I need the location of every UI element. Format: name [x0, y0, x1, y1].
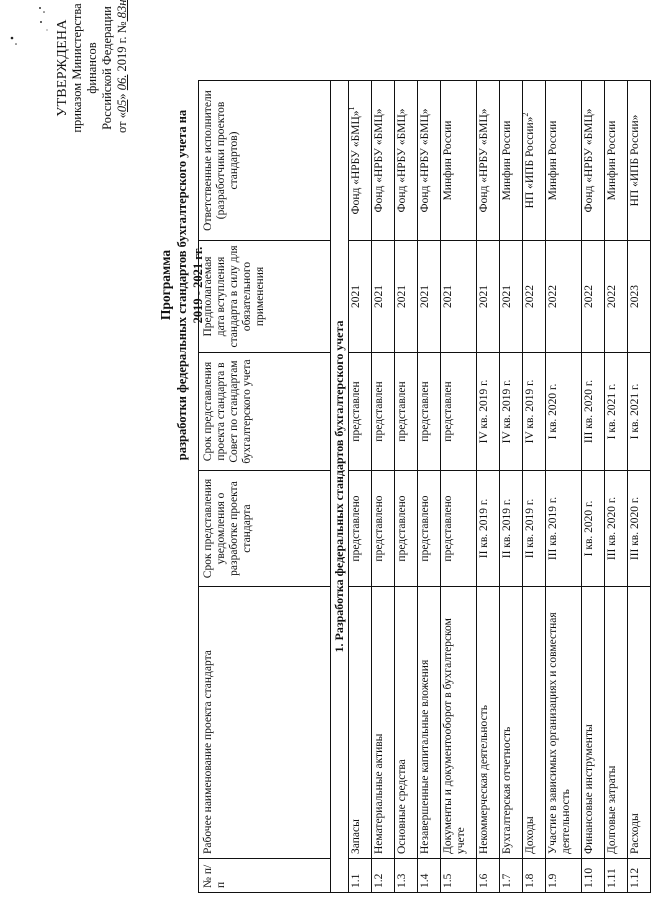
row-notice-deadline — [349, 471, 372, 587]
row-effective-date — [500, 241, 523, 353]
row-effective-date — [372, 241, 395, 353]
row-number-text: 1.5 — [442, 873, 454, 888]
row-draft-deadline — [582, 353, 605, 471]
table-row — [418, 81, 441, 893]
row-number — [523, 859, 546, 893]
row-effective-date — [523, 241, 546, 353]
row-number-text: 1.3 — [396, 873, 408, 888]
row-notice-deadline-text: II кв. 2019 г. — [501, 498, 513, 559]
row-responsible — [349, 81, 372, 241]
row-notice-deadline — [605, 471, 628, 587]
row-responsible-text: Фонд «НРБУ «БМЦ» — [373, 108, 385, 213]
row-standard-name — [582, 587, 605, 859]
col-header-effective: Предполагаемая дата вступления стандарта в силу для обязательного применения — [199, 241, 331, 353]
row-draft-deadline — [372, 353, 395, 471]
row-number — [395, 859, 418, 893]
row-draft-deadline — [418, 353, 441, 471]
table-row — [582, 81, 605, 893]
row-notice-deadline-text: III кв. 2020 г. — [606, 496, 618, 561]
row-standard-name-text: Основные средства — [396, 759, 408, 854]
row-draft-deadline-text: IV кв. 2019 г. — [524, 379, 536, 444]
row-draft-deadline-text: представлен — [373, 381, 385, 442]
row-responsible — [628, 81, 651, 241]
col-header-draft: Срок представления проекта стандарта в Совет по стандартам бухгалтерского учета — [199, 353, 331, 471]
row-responsible-text: Минфин России — [501, 120, 513, 201]
row-notice-deadline — [395, 471, 418, 587]
date-year: 2019 г. № — [115, 21, 129, 75]
row-standard-name — [418, 587, 441, 859]
row-responsible-text: НП «ИПБ России» — [629, 114, 641, 207]
row-number-text: 1.4 — [419, 873, 431, 888]
row-effective-date — [582, 241, 605, 353]
table-row — [441, 81, 477, 893]
row-effective-date-text: 2023 — [629, 285, 641, 308]
row-number-text: 1.9 — [547, 873, 559, 888]
approval-title: УТВЕРЖДЕНА — [55, 19, 70, 117]
row-draft-deadline-text: представлен — [442, 381, 454, 442]
row-number — [605, 859, 628, 893]
row-standard-name — [628, 587, 651, 859]
row-standard-name-text: Доходы — [524, 816, 536, 854]
row-effective-date — [477, 241, 500, 353]
row-notice-deadline — [546, 471, 582, 587]
row-draft-deadline — [477, 353, 500, 471]
col-header-name: Рабочее наименование проекта стандарта — [199, 587, 331, 859]
approval-date-line — [115, 0, 130, 133]
table-row — [395, 81, 418, 893]
row-number — [582, 859, 605, 893]
row-notice-deadline-text: I кв. 2020 г. — [583, 500, 595, 557]
row-number — [372, 859, 395, 893]
row-standard-name — [500, 587, 523, 859]
row-effective-date — [441, 241, 477, 353]
program-table — [198, 80, 651, 893]
footnote-mark: 2 — [521, 112, 531, 117]
row-notice-deadline — [628, 471, 651, 587]
row-standard-name-text: Расходы — [629, 813, 641, 854]
row-number-text: 1.7 — [501, 873, 513, 888]
row-number — [546, 859, 582, 893]
row-responsible-text: Фонд «НРБУ «БМЦ» — [396, 108, 408, 213]
row-notice-deadline-text: II кв. 2019 г. — [478, 498, 490, 559]
row-effective-date-text: 2021 — [442, 285, 454, 308]
row-number — [628, 859, 651, 893]
row-responsible — [523, 81, 546, 241]
program-subtitle: разработки федеральных стандартов бухгалтерского учета на 2019 - 2021 гг. — [175, 109, 205, 461]
row-responsible — [605, 81, 628, 241]
row-draft-deadline-text: I кв. 2021 г. — [629, 383, 641, 440]
table-row — [546, 81, 582, 893]
row-standard-name — [477, 587, 500, 859]
row-notice-deadline — [441, 471, 477, 587]
row-responsible — [441, 81, 477, 241]
date-mid: » — [115, 90, 129, 100]
row-number — [441, 859, 477, 893]
row-responsible — [500, 81, 523, 241]
row-responsible-text: Фонд «НРБУ «БМЦ» — [419, 108, 431, 213]
section-title: 1. Разработка федеральных стандартов бухгалтерского учета — [331, 81, 349, 893]
row-effective-date-text: 2021 — [478, 285, 490, 308]
row-effective-date-text: 2021 — [350, 285, 362, 308]
table-row — [500, 81, 523, 893]
row-draft-deadline — [523, 353, 546, 471]
date-prefix: от « — [115, 112, 129, 133]
row-number-text: 1.12 — [629, 867, 641, 888]
row-draft-deadline — [546, 353, 582, 471]
row-draft-deadline-text: представлен — [350, 381, 362, 442]
date-month: 06. — [115, 74, 129, 91]
col-header-responsible: Ответственные исполнители (разработчики проектов стандартов) — [199, 81, 331, 241]
row-standard-name-text: Некоммерческая деятельность — [478, 705, 490, 854]
row-effective-date-text: 2022 — [524, 285, 536, 308]
row-responsible — [395, 81, 418, 241]
row-draft-deadline-text: IV кв. 2019 г. — [478, 379, 490, 444]
row-effective-date-text: 2022 — [606, 285, 618, 308]
row-draft-deadline-text: представлен — [419, 381, 431, 442]
row-notice-deadline — [477, 471, 500, 587]
row-number — [500, 859, 523, 893]
table-row — [628, 81, 651, 893]
approval-block — [55, 0, 130, 133]
row-number — [477, 859, 500, 893]
row-notice-deadline-text: III кв. 2020 г. — [629, 496, 641, 561]
row-notice-deadline — [500, 471, 523, 587]
row-standard-name-text: Долговые затраты — [606, 765, 618, 854]
row-responsible-text: Фонд «НРБУ «БМЦ» — [583, 108, 595, 213]
row-notice-deadline-text: представлено — [350, 495, 362, 562]
row-responsible-text: Минфин России — [547, 120, 559, 201]
approval-line-1: приказом Министерства финансов — [70, 3, 99, 133]
row-draft-deadline-text: III кв. 2020 г. — [583, 379, 595, 444]
row-effective-date-text: 2021 — [396, 285, 408, 308]
table-row — [372, 81, 395, 893]
row-standard-name-text: Участие в зависимых организациях и совместная деятельность — [547, 612, 572, 854]
row-notice-deadline-text: представлено — [396, 495, 408, 562]
row-standard-name — [395, 587, 418, 859]
row-standard-name — [546, 587, 582, 859]
row-notice-deadline — [372, 471, 395, 587]
row-notice-deadline-text: II кв. 2019 г. — [524, 498, 536, 559]
program-title: Программа — [158, 249, 173, 321]
row-standard-name — [523, 587, 546, 859]
row-effective-date — [546, 241, 582, 353]
row-number-text: 1.8 — [524, 873, 536, 888]
row-standard-name-text: Бухгалтерская отчетность — [501, 726, 513, 854]
row-number — [349, 859, 372, 893]
row-number-text: 1.10 — [583, 867, 595, 888]
row-standard-name-text: Финансовые инструменты — [583, 724, 595, 854]
row-effective-date — [605, 241, 628, 353]
row-draft-deadline-text: IV кв. 2019 г. — [501, 379, 513, 444]
row-standard-name — [372, 587, 395, 859]
table-row — [477, 81, 500, 893]
section-row — [331, 81, 349, 893]
row-responsible-text: Фонд «НРБУ «БМЦ» — [350, 110, 362, 215]
row-notice-deadline-text: представлено — [442, 495, 454, 562]
table-header-row — [199, 81, 331, 893]
row-draft-deadline-text: I кв. 2020 г. — [547, 383, 559, 440]
row-responsible-text: Минфин России — [606, 120, 618, 201]
row-effective-date-text: 2021 — [501, 285, 513, 308]
row-draft-deadline — [441, 353, 477, 471]
row-effective-date-text: 2021 — [373, 285, 385, 308]
date-day: 05 — [115, 99, 129, 113]
row-number-text: 1.1 — [350, 873, 362, 888]
row-effective-date-text: 2022 — [583, 285, 595, 308]
row-effective-date — [395, 241, 418, 353]
row-notice-deadline-text: представлено — [373, 495, 385, 562]
row-draft-deadline — [395, 353, 418, 471]
table-row — [349, 81, 372, 893]
row-notice-deadline-text: III кв. 2019 г. — [547, 496, 559, 561]
row-draft-deadline — [349, 353, 372, 471]
row-draft-deadline — [500, 353, 523, 471]
row-responsible — [546, 81, 582, 241]
row-notice-deadline — [523, 471, 546, 587]
row-notice-deadline-text: представлено — [419, 495, 431, 562]
row-standard-name-text: Запасы — [350, 819, 362, 854]
table-row — [523, 81, 546, 893]
row-effective-date — [418, 241, 441, 353]
row-responsible-text: Фонд «НРБУ «БМЦ» — [478, 108, 490, 213]
row-notice-deadline — [418, 471, 441, 587]
row-notice-deadline — [582, 471, 605, 587]
row-effective-date-text: 2021 — [419, 285, 431, 308]
row-standard-name — [605, 587, 628, 859]
row-number — [418, 859, 441, 893]
row-standard-name-text: Незавершенные капитальные вложения — [419, 659, 431, 854]
row-draft-deadline — [605, 353, 628, 471]
row-standard-name — [349, 587, 372, 859]
row-standard-name-text: Документы и документооборот в бухгалтерском учете — [442, 618, 467, 854]
row-responsible — [582, 81, 605, 241]
row-draft-deadline-text: представлен — [396, 381, 408, 442]
row-responsible — [372, 81, 395, 241]
row-responsible — [418, 81, 441, 241]
row-responsible-text: НП «ИПБ России» — [524, 116, 536, 209]
row-responsible — [477, 81, 500, 241]
row-draft-deadline — [628, 353, 651, 471]
row-number-text: 1.6 — [478, 873, 490, 888]
row-number-text: 1.11 — [606, 868, 618, 888]
row-responsible-text: Минфин России — [442, 120, 454, 201]
approval-line-2: Российской Федерации — [100, 6, 114, 130]
row-draft-deadline-text: I кв. 2021 г. — [606, 383, 618, 440]
order-number: 83н — [115, 0, 129, 22]
row-number-text: 1.2 — [373, 873, 385, 888]
col-header-notice: Срок представления уведомления о разработке проекта стандарта — [199, 471, 331, 587]
row-effective-date — [349, 241, 372, 353]
table-row — [605, 81, 628, 893]
row-effective-date-text: 2022 — [547, 285, 559, 308]
footnote-mark: 1 — [347, 106, 357, 111]
row-standard-name-text: Нематериальные активы — [373, 733, 385, 854]
col-header-number: № п/п — [199, 859, 331, 893]
row-standard-name — [441, 587, 477, 859]
row-effective-date — [628, 241, 651, 353]
